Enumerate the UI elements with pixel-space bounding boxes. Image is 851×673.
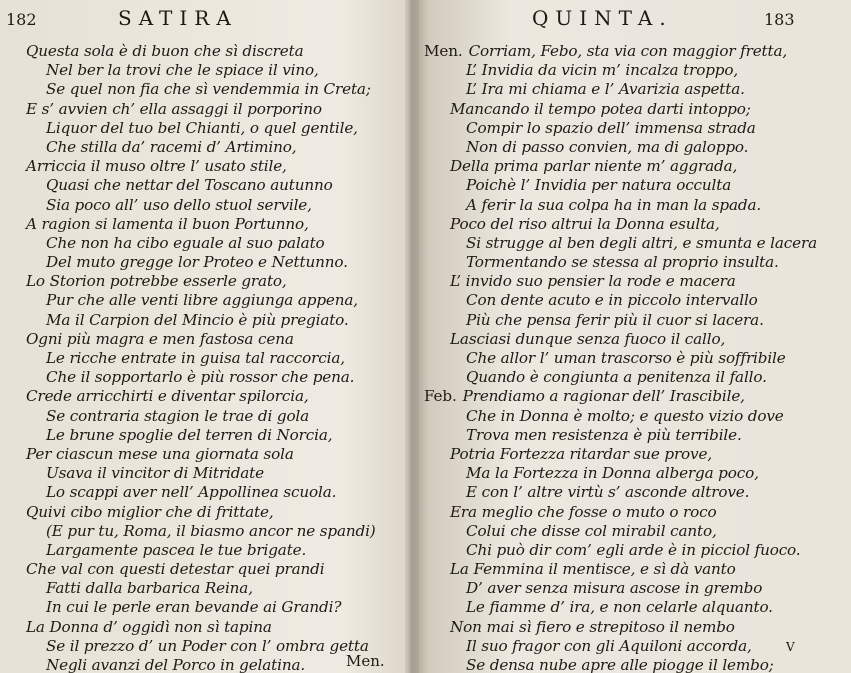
verse-line	[432, 407, 817, 426]
verse-text: Che stilla da’ racemi d’ Artimino,	[46, 137, 297, 156]
left-running-head: SATIRA	[118, 6, 238, 30]
verse-line	[432, 119, 817, 138]
verse-line	[26, 100, 376, 119]
verse-line	[26, 215, 376, 234]
right-page	[420, 0, 851, 673]
verse-line	[26, 291, 376, 310]
verse-line	[26, 349, 376, 368]
verse-line	[26, 157, 376, 176]
verse-line	[432, 100, 817, 119]
verse-line	[26, 253, 376, 272]
verse-text: D’ aver senza misura ascose in grembo	[466, 579, 763, 598]
verse-line	[26, 560, 376, 579]
verse-text: Del muto gregge lor Proteo e Nettunno.	[46, 253, 348, 272]
verse-line	[26, 579, 376, 598]
verse-text: L’ Invidia da vicin m’ incalza troppo,	[466, 61, 739, 80]
verse-text: Ma il Carpion del Mincio è più pregiato.	[46, 310, 349, 329]
verse-line	[432, 80, 817, 99]
verse-text: Se il prezzo d’ un Poder con l’ ombra getta	[46, 636, 369, 655]
verse-text: Mancando il tempo potea darti intoppo;	[450, 99, 751, 118]
verse-line	[26, 42, 376, 61]
verse-text: Quivi cibo miglior che di frittate,	[26, 502, 274, 521]
verse-line	[26, 61, 376, 80]
verse-text: Che non ha cibo eguale al suo palato	[46, 233, 325, 252]
verse-line	[432, 157, 817, 176]
verse-text: Che allor l’ uman trascorso è più soffribile	[466, 349, 786, 367]
verse-line	[432, 176, 817, 195]
verse-text: Nel ber la trovi che le spiace il vino,	[46, 61, 319, 80]
verse-text: Si strugge al ben degli altri, e smunta e lacera	[466, 233, 818, 252]
verse-text: Lo scappi aver nell’ Appollinea scuola.	[46, 483, 337, 502]
verse-line	[26, 503, 376, 522]
verse-line	[26, 368, 376, 387]
verse-line	[424, 42, 817, 61]
verse-line	[432, 541, 817, 560]
left-page-number: 182	[6, 10, 37, 29]
verse-line	[26, 618, 376, 637]
verse-text: Non di passo convien, ma di galoppo.	[466, 137, 749, 156]
verse-text: Ogni più magra e men fastosa cena	[26, 329, 294, 348]
verse-line	[26, 598, 376, 617]
book-gutter	[405, 0, 419, 673]
verse-text: Liquor del tuo bel Chianti, o quel gentile,	[46, 118, 358, 137]
verse-text: In cui le perle eran bevande ai Grandi?	[46, 598, 342, 617]
verse-text: Compir lo spazio dell’ immensa strada	[466, 118, 756, 137]
left-verse-block	[26, 42, 376, 673]
verse-text: Arriccia il muso oltre l’ usato stile,	[26, 157, 287, 176]
verse-text: Trova men resistenza è più terribile.	[466, 425, 742, 444]
verse-text: Crede arricchirti e diventar spilorcia,	[26, 387, 309, 406]
verse-text: Usava il vincitor di Mitridate	[46, 464, 264, 483]
verse-text: La Femmina il mentisce, e sì dà vanto	[450, 560, 736, 579]
verse-line	[26, 407, 376, 426]
verse-line	[26, 272, 376, 291]
verse-text: Sia poco all’ uso dello stuol servile,	[46, 195, 312, 214]
verse-line	[26, 541, 376, 560]
verse-line	[432, 503, 817, 522]
verse-text: Colui che disse col mirabil canto,	[466, 521, 717, 540]
verse-text: Poco del riso altrui la Donna esulta,	[450, 214, 720, 233]
verse-text: Le ricche entrate in guisa tal raccorcia,	[46, 349, 345, 367]
verse-text: (E pur tu, Roma, il biasmo ancor ne spandi)	[46, 521, 376, 540]
speaker-label: Men.	[424, 42, 463, 60]
verse-text: E s’ avvien ch’ ella assaggi il porporino	[26, 99, 322, 118]
verse-text: Per ciascun mese una giornata sola	[26, 444, 294, 463]
verse-text: L’ invido suo pensier la rode e macera	[450, 272, 736, 291]
verse-text: E con l’ altre virtù s’ asconde altrove.	[466, 483, 750, 502]
verse-text: L’ Ira mi chiama e l’ Avarizia aspetta.	[466, 80, 745, 99]
right-running-head: QUINTA.	[532, 6, 673, 30]
verse-line	[432, 215, 817, 234]
verse-line	[432, 426, 817, 445]
verse-line	[432, 522, 817, 541]
verse-line	[432, 253, 817, 272]
verse-line	[26, 445, 376, 464]
left-page	[0, 0, 406, 673]
verse-text: Fatti dalla barbarica Reina,	[46, 579, 253, 598]
verse-text: Tormentando se stessa al proprio insulta.	[466, 253, 779, 272]
verse-line	[26, 483, 376, 502]
right-catchword: V	[786, 640, 795, 654]
verse-line	[26, 119, 376, 138]
verse-text: Potria Fortezza ritardar sue prove,	[450, 444, 712, 463]
verse-text: Poichè l’ Invidia per natura occulta	[466, 176, 732, 195]
verse-text: Della prima parlar niente m’ aggrada,	[450, 157, 738, 176]
verse-line	[26, 311, 376, 330]
verse-line	[26, 196, 376, 215]
verse-line	[26, 330, 376, 349]
verse-text: Lo Storion potrebbe esserle grato,	[26, 272, 287, 291]
verse-text: Le brune spoglie del terren di Norcia,	[46, 425, 333, 444]
verse-line	[432, 618, 817, 637]
verse-line	[26, 138, 376, 157]
verse-text: Se contraria stagion le trae di gola	[46, 406, 310, 425]
verse-line	[26, 426, 376, 445]
verse-text: Questa sola è di buon che sì discreta	[26, 42, 304, 60]
verse-text: Se quel non fia che sì vendemmia in Creta;	[46, 80, 371, 99]
verse-line	[432, 368, 817, 387]
verse-line	[432, 598, 817, 617]
verse-text: Quando è congiunta a penitenza il fallo.	[466, 368, 767, 387]
verse-text: Era meglio che fosse o muto o roco	[450, 502, 717, 521]
verse-text: Le fiamme d’ ira, e non celarle alquanto.	[466, 598, 773, 617]
verse-line	[432, 464, 817, 483]
verse-text: Chi può dir com’ egli arde è in picciol fuoco.	[466, 540, 801, 559]
verse-text: A ferir la sua colpa ha in man la spada.	[466, 195, 762, 214]
verse-text: Con dente acuto e in piccolo intervallo	[466, 291, 758, 310]
verse-text: Corriam, Febo, sta via con maggior fretta,	[468, 42, 788, 60]
verse-text: Pur che alle venti libre aggiunga appena,	[46, 291, 358, 310]
verse-text: Che in Donna è molto; e questo vizio dove	[466, 406, 784, 425]
verse-text: Negli avanzi del Porco in gelatina.	[46, 656, 306, 673]
verse-line	[432, 637, 817, 656]
verse-line	[26, 464, 376, 483]
verse-text: Il suo fragor con gli Aquiloni accorda,	[466, 636, 752, 655]
verse-line	[432, 330, 817, 349]
verse-text: Quasi che nettar del Toscano autunno	[46, 176, 333, 195]
verse-line	[432, 560, 817, 579]
verse-line	[26, 176, 376, 195]
verse-text: Prendiamo a ragionar dell’ Irascibile,	[462, 387, 745, 406]
verse-text: Non mai sì fiero e strepitoso il nembo	[450, 617, 735, 636]
verse-line	[432, 349, 817, 368]
right-page-number: 183	[764, 10, 795, 29]
verse-line	[432, 272, 817, 291]
verse-text: La Donna d’ oggidì non sì tapina	[26, 617, 272, 636]
verse-line	[432, 291, 817, 310]
verse-line	[26, 234, 376, 253]
verse-line	[26, 656, 376, 673]
verse-line	[26, 387, 376, 406]
verse-line	[432, 445, 817, 464]
verse-line	[432, 656, 817, 673]
verse-line	[432, 234, 817, 253]
verse-line	[26, 80, 376, 99]
verse-text: Più che pensa ferir più il cuor si lacera.	[466, 310, 764, 329]
verse-text: Che val con questi detestar quei prandi	[26, 560, 325, 579]
verse-line	[26, 637, 376, 656]
right-verse-block	[424, 42, 818, 673]
verse-text: A ragion si lamenta il buon Portunno,	[26, 214, 309, 233]
verse-line	[432, 311, 817, 330]
verse-line	[432, 196, 817, 215]
verse-line	[432, 579, 817, 598]
verse-line	[432, 138, 817, 157]
verse-text: Che il sopportarlo è più rossor che pena.	[46, 368, 355, 387]
verse-text: Se densa nube apre alle piogge il lembo;	[466, 656, 774, 673]
left-catchword: Men.	[346, 652, 385, 670]
speaker-label: Feb.	[424, 387, 457, 406]
verse-text: Largamente pascea le tue brigate.	[46, 540, 307, 559]
verse-line	[26, 522, 376, 541]
verse-text: Ma la Fortezza in Donna alberga poco,	[466, 464, 759, 483]
verse-text: Lasciasi dunque senza fuoco il callo,	[450, 329, 726, 348]
verse-line	[432, 61, 817, 80]
verse-line	[432, 483, 817, 502]
verse-line	[424, 387, 817, 406]
